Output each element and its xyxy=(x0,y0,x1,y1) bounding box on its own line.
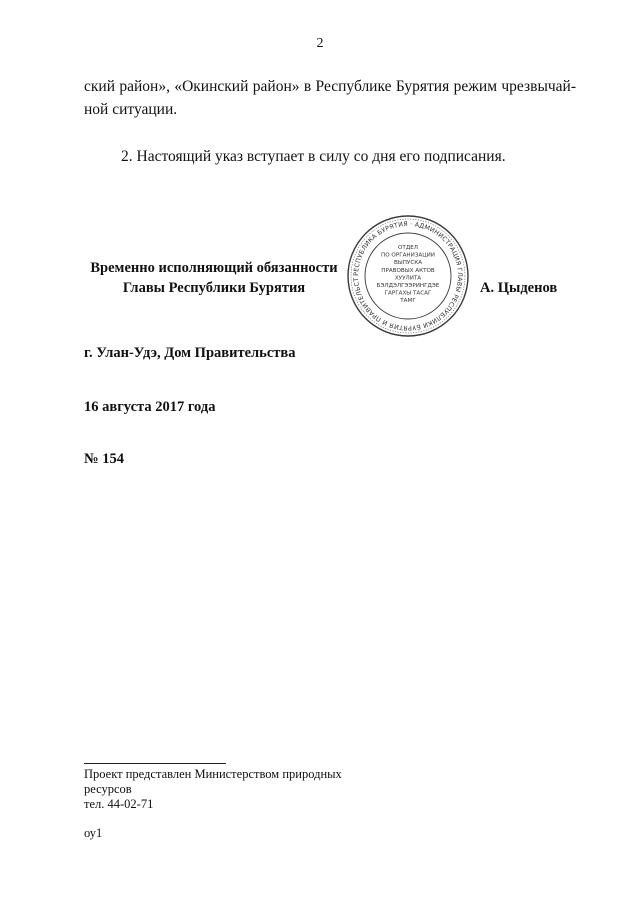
footnote-divider xyxy=(84,763,226,764)
document-code: оу1 xyxy=(84,826,103,840)
page-number: 2 xyxy=(316,36,324,51)
footnote-line-2: ресурсов xyxy=(84,782,132,796)
seal-center-line: ОТДЕЛ xyxy=(398,245,418,251)
signatory-name: А. Цыденов xyxy=(480,280,558,296)
footnote-phone: тел. 44-02-71 xyxy=(84,797,154,811)
decree-number: № 154 xyxy=(84,451,124,467)
signatory-title xyxy=(82,258,346,298)
seal-center-line: ГАРГАХЫ ТАСАГ xyxy=(384,290,432,297)
seal-center-line: ПРАВОВЫХ АКТОВ xyxy=(381,267,435,274)
seal-ring-text: РЕСПУБЛИКА БУРЯТИЯ · АДМИНИСТРАЦИЯ ГЛАВЫ РЕСПУБЛИКИ БУРЯТИЯ И ПРАВИТЕЛЬСТ xyxy=(352,220,464,332)
seal-center-line: ПО ОРГАНИЗАЦИИ xyxy=(381,252,435,259)
paragraph-2: 2. Настоящий указ вступает в силу со дня его подписания. xyxy=(121,148,506,165)
footnote xyxy=(84,767,384,812)
footnote-line-1: Проект представлен Министерством природных xyxy=(84,767,342,781)
paragraph-1-line-2: ной ситуации. xyxy=(84,101,178,118)
signing-place: г. Улан-Удэ, Дом Правительства xyxy=(84,345,296,361)
paragraph-1-line-1: ский район», «Окинский район» в Республике Бурятия режим чрезвычай- xyxy=(84,78,576,95)
seal-center-text xyxy=(377,245,440,304)
paragraph-1 xyxy=(84,75,576,121)
seal-center-line: БЭЛДЭЛГЭЭРИНГДЭЕ xyxy=(376,283,440,289)
seal-center-line: ВЫПУСКА xyxy=(393,260,423,267)
signing-date: 16 августа 2017 года xyxy=(84,399,216,415)
seal-center-line: ХУУЛИТА xyxy=(394,275,422,282)
signatory-title-line-1: Временно исполняющий обязанности xyxy=(90,260,338,276)
signatory-title-line-2: Главы Республики Бурятия xyxy=(122,280,306,296)
seal-center-line: ТАМГ xyxy=(400,298,416,305)
seal-icon xyxy=(346,214,470,338)
official-seal-stamp xyxy=(346,214,470,338)
